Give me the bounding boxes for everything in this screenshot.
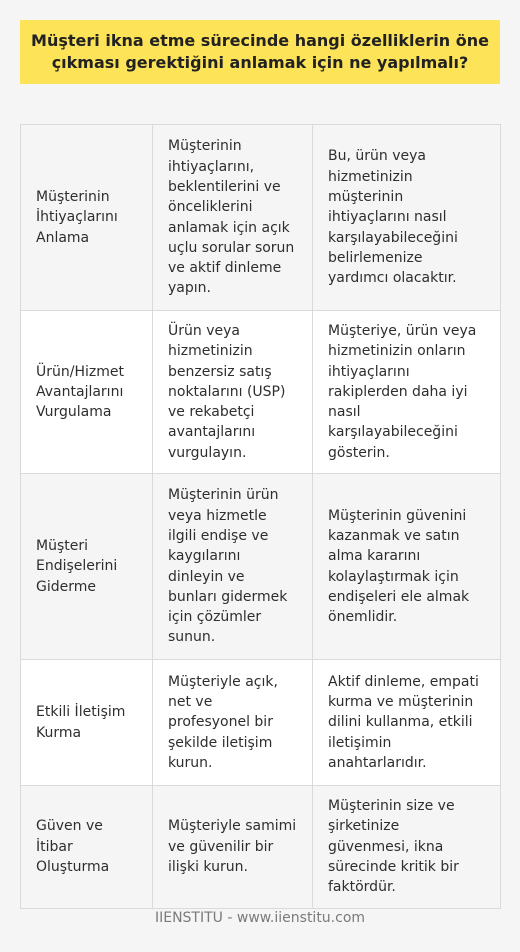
benefit-cell: Aktif dinleme, empati kurma ve müşterinin dilini kullanma, etkili iletişimin anahtarlarıdır. (313, 660, 501, 786)
action-cell: Ürün veya hizmetinizin benzersiz satış noktalarını (USP) ve rekabetçi avantajlarını vurgulayın. (153, 311, 313, 474)
topic-cell: Güven ve İtibar Oluşturma (21, 786, 153, 908)
table-row (21, 786, 501, 908)
topic-cell: Müşteri Endişelerini Giderme (21, 474, 153, 660)
table-row (21, 311, 501, 474)
benefit-cell: Müşterinin güvenini kazanmak ve satın alma kararını kolaylaştırmak için endişeleri ele almak önemlidir. (313, 474, 501, 660)
benefit-cell: Bu, ürün veya hizmetinizin müşterinin ihtiyaçlarını nasıl karşılayabileceğini belirlemenize yardımcı olacaktır. (313, 125, 501, 311)
table-row (21, 125, 501, 311)
table-row (21, 660, 501, 786)
action-cell: Müşterinin ihtiyaçlarını, beklentilerini ve önceliklerini anlamak için açık uçlu sorular sorun ve aktif dinleme yapın. (153, 125, 313, 311)
info-table (20, 124, 501, 909)
topic-cell: Etkili İletişim Kurma (21, 660, 153, 786)
table-row (21, 474, 501, 660)
benefit-cell: Müşterinin size ve şirketinize güvenmesi, ikna sürecinde kritik bir faktördür. (313, 786, 501, 908)
footer-credit: IIENSTITU - www.iienstitu.com (154, 910, 366, 926)
page-title: Müşteri ikna etme sürecinde hangi özelliklerin öne çıkması gerektiğini anlamak için ne yapılmalı? (31, 31, 489, 72)
title-banner (20, 20, 500, 84)
benefit-cell: Müşteriye, ürün veya hizmetinizin onların ihtiyaçlarını rakiplerden daha iyi nasıl karşılayabileceğini gösterin. (313, 311, 501, 474)
action-cell: Müşteriyle açık, net ve profesyonel bir şekilde iletişim kurun. (153, 660, 313, 786)
action-cell: Müşterinin ürün veya hizmetle ilgili endişe ve kaygılarını dinleyin ve bunları gidermek için çözümler sunun. (153, 474, 313, 660)
topic-cell: Müşterinin İhtiyaçlarını Anlama (21, 125, 153, 311)
action-cell: Müşteriyle samimi ve güvenilir bir ilişki kurun. (153, 786, 313, 908)
topic-cell: Ürün/Hizmet Avantajlarını Vurgulama (21, 311, 153, 474)
